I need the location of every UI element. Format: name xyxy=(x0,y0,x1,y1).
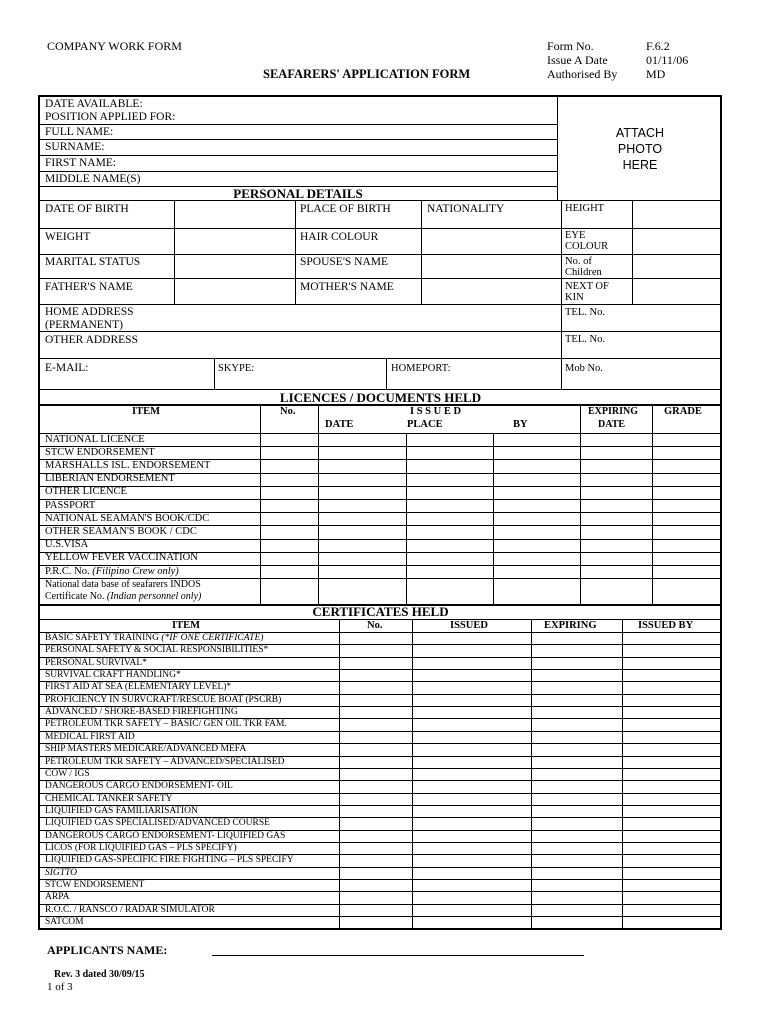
cert-row-label: ADVANCED / SHORE-BASED FIREFIGHTING xyxy=(45,707,238,718)
home-address-label-1: HOME ADDRESS xyxy=(45,306,134,318)
cert-col-issued: ISSUED xyxy=(450,620,488,631)
licence-row-label: MARSHALLS ISL. ENDORSEMENT xyxy=(45,459,211,471)
lic-col-date: DATE xyxy=(325,419,354,430)
cert-row-label: LIQUIFIED GAS FAMILIARISATION xyxy=(45,805,198,816)
page-number: 1 of 3 xyxy=(47,981,73,993)
cert-row-label: MEDICAL FIRST AID xyxy=(45,731,135,742)
cert-col-issued-by: ISSUED BY xyxy=(638,620,694,631)
divider xyxy=(39,200,722,201)
cert-row-divider xyxy=(39,891,722,892)
licence-row-label: STCW ENDORSEMENT xyxy=(45,446,155,458)
divider xyxy=(39,139,557,140)
form-no-value: F.6.2 xyxy=(646,39,670,53)
divider xyxy=(39,228,722,229)
licence-row-label: OTHER LICENCE xyxy=(45,486,127,498)
cert-col-expiring: EXPIRING xyxy=(544,620,597,631)
divider xyxy=(39,278,722,279)
form-title: SEAFARERS' APPLICATION FORM xyxy=(263,67,471,81)
licence-row-divider xyxy=(39,539,722,540)
divider xyxy=(339,619,340,930)
lic-col-grade: GRADE xyxy=(664,406,702,417)
indos-line-2 xyxy=(45,591,201,603)
children-label-1: No. of xyxy=(565,256,592,267)
cert-row-label: SHIP MASTERS MEDICARE/ADVANCED MEFA xyxy=(45,744,247,755)
divider xyxy=(39,171,557,172)
applicant-name-label: APPLICANTS NAME: xyxy=(47,943,168,957)
divider xyxy=(260,404,261,604)
divider xyxy=(214,358,215,389)
indos-note: (Indian personnel only) xyxy=(106,591,202,602)
cert-row-label: LIQUIFIED GAS SPECIALISED/ADVANCED COURSE xyxy=(45,818,270,829)
mobile-label: Mob No. xyxy=(565,363,603,374)
cert-row-label: STCW ENDORSEMENT xyxy=(45,880,145,890)
authorised-by-label: Authorised By xyxy=(547,67,618,81)
cert-row-label: LIQUIFIED GAS-SPECIFIC FIRE FIGHTING – PLS SPECIFY xyxy=(45,855,294,866)
cert-row-label: SURVIVAL CRAFT HANDLING* xyxy=(45,670,181,681)
email-label: E-MAIL: xyxy=(45,362,89,374)
surname-field[interactable]: SURNAME: xyxy=(45,141,105,153)
divider xyxy=(318,404,319,604)
cert-row-label: PETROLEUM TKR SAFETY – BASIC/ GEN OIL TKR FAM. xyxy=(45,719,287,730)
cert-row-label: ARPA xyxy=(45,892,70,903)
divider xyxy=(561,200,562,389)
divider xyxy=(622,619,623,930)
height-label: HEIGHT xyxy=(565,203,605,214)
indos-line-1[interactable]: National data base of seafarers INDOS xyxy=(45,579,201,590)
dob-label: DATE OF BIRTH xyxy=(45,203,129,215)
certificates-heading: CERTIFICATES HELD xyxy=(312,604,449,619)
licence-row-divider xyxy=(39,499,722,500)
divider xyxy=(39,254,722,255)
divider xyxy=(412,619,413,930)
cert-col-item: ITEM xyxy=(172,620,201,631)
divider xyxy=(580,404,581,604)
cert-row-divider xyxy=(39,916,722,917)
authorised-by-value: MD xyxy=(646,67,666,81)
lic-col-expiring-2: DATE xyxy=(598,419,626,430)
issue-date-value: 01/11/06 xyxy=(646,53,689,67)
lic-col-by: BY xyxy=(513,419,528,430)
licences-heading: LICENCES / DOCUMENTS HELD xyxy=(279,390,482,405)
weight-label: WEIGHT xyxy=(45,231,91,243)
cert-row-label: DANGEROUS CARGO ENDORSEMENT- OIL xyxy=(45,781,233,792)
cert-row-label: SATCOM xyxy=(45,917,84,928)
cert-row-divider xyxy=(39,731,722,732)
attach-photo-box[interactable] xyxy=(600,125,680,173)
photo-line-1: ATTACH xyxy=(615,126,665,140)
licence-row-label: YELLOW FEVER VACCINATION xyxy=(45,552,198,564)
other-address-label: OTHER ADDRESS xyxy=(45,334,138,346)
next-of-kin-label-1: NEXT OF xyxy=(565,281,609,292)
revision-label: Rev. 3 dated 30/09/15 xyxy=(54,969,145,980)
eye-colour-label-1: EYE xyxy=(565,230,586,241)
home-address-label-2: (PERMANENT) xyxy=(45,319,123,331)
cert-row-note: (*IF ONE CERTIFICATE) xyxy=(161,633,264,643)
divider xyxy=(39,331,722,332)
cert-row-label: COW / IGS xyxy=(45,768,90,779)
next-of-kin-label-2: KIN xyxy=(565,292,584,303)
divider xyxy=(632,200,633,304)
cert-row-label: CHEMICAL TANKER SAFETY xyxy=(45,793,173,804)
licence-row-label: LIBERIAN ENDORSEMENT xyxy=(45,473,175,485)
cert-col-no: No. xyxy=(367,620,383,631)
skype-label: SKYPE: xyxy=(218,363,255,374)
cert-row-label: PERSONAL SURVIVAL* xyxy=(45,657,147,668)
licence-row-divider xyxy=(39,486,722,487)
divider xyxy=(531,619,532,930)
cert-row-label: PROFICIENCY IN SURVCRAFT/RESCUE BOAT (PSCRB) xyxy=(45,694,282,705)
lic-col-item: ITEM xyxy=(132,406,161,417)
cert-row-sigtto: SIGTTO xyxy=(45,867,78,878)
cert-row-label: PETROLEUM TKR SAFETY – ADVANCED/SPECIALISED xyxy=(45,756,285,767)
divider xyxy=(39,358,722,359)
prc-label: P.R.C. No. xyxy=(45,566,93,577)
lic-col-place: PLACE xyxy=(407,419,443,430)
full-name-field[interactable]: FULL NAME: xyxy=(45,126,114,138)
first-name-field[interactable]: FIRST NAME: xyxy=(45,157,117,169)
cert-row-label: BASIC SAFETY TRAINING xyxy=(45,633,162,643)
divider xyxy=(421,200,422,304)
cert-row-label: LICOS (FOR LIQUIFIED GAS – PLS SPECIFY) xyxy=(45,842,237,853)
divider xyxy=(386,358,387,389)
cert-row-divider xyxy=(39,768,722,769)
divider xyxy=(39,155,557,156)
home-tel-label: TEL. No. xyxy=(565,307,605,318)
licence-row-label: PASSPORT xyxy=(45,499,96,511)
applicant-name-line[interactable] xyxy=(212,955,584,956)
homeport-label: HOMEPORT: xyxy=(391,363,451,374)
cert-row-basic-safety xyxy=(45,632,263,644)
divider xyxy=(174,200,175,304)
cert-row-label: DANGEROUS CARGO ENDORSEMENT- LIQUIFIED GAS xyxy=(45,830,286,841)
nationality-label: NATIONALITY xyxy=(427,203,505,215)
licence-row-label: OTHER SEAMAN'S BOOK / CDC xyxy=(45,525,197,537)
marital-status-label: MARITAL STATUS xyxy=(45,256,141,268)
divider xyxy=(39,304,722,305)
licence-row-label: NATIONAL SEAMAN'S BOOK/CDC xyxy=(45,512,210,524)
personal-details-heading: PERSONAL DETAILS xyxy=(233,186,363,201)
licence-row-label: NATIONAL LICENCE xyxy=(45,433,145,445)
divider xyxy=(295,200,296,304)
lic-col-no: No. xyxy=(280,406,296,417)
photo-line-2: PHOTO xyxy=(617,142,663,156)
date-available-field[interactable]: DATE AVAILABLE: xyxy=(45,98,143,110)
cert-row-label: R.O.C. / RANSCO / RADAR SIMULATOR xyxy=(45,904,215,915)
form-no-label: Form No. xyxy=(547,39,594,53)
middle-name-field[interactable]: MIDDLE NAME(S) xyxy=(45,173,141,185)
cert-row-label: PERSONAL SAFETY & SOCIAL RESPONSIBILITIES* xyxy=(45,645,269,656)
eye-colour-label-2: COLOUR xyxy=(565,241,609,252)
other-tel-label: TEL. No. xyxy=(565,334,605,345)
cert-row-divider xyxy=(39,867,722,868)
photo-line-3: HERE xyxy=(622,158,658,172)
prc-row[interactable] xyxy=(45,566,179,578)
issue-date-label: Issue A Date xyxy=(547,53,608,67)
divider xyxy=(652,404,653,604)
divider xyxy=(39,124,557,125)
licence-row-label: U.S.VISA xyxy=(45,539,89,551)
indos-label: Certificate No. xyxy=(45,591,107,602)
prc-note: (Filipino Crew only) xyxy=(92,566,179,577)
company-label: COMPANY WORK FORM xyxy=(47,39,182,53)
children-label-2: Children xyxy=(565,267,602,278)
mothers-name-label: MOTHER'S NAME xyxy=(300,281,394,293)
hair-colour-label: HAIR COLOUR xyxy=(300,231,379,243)
lic-col-expiring-1: EXPIRING xyxy=(588,406,639,417)
position-applied-field[interactable]: POSITION APPLIED FOR: xyxy=(45,111,176,123)
lic-col-issued: I S S U E D xyxy=(410,406,462,417)
pob-label: PLACE OF BIRTH xyxy=(300,203,391,215)
fathers-name-label: FATHER'S NAME xyxy=(45,281,133,293)
photo-divider xyxy=(557,96,558,200)
cert-row-label: FIRST AID AT SEA (ELEMENTARY LEVEL)* xyxy=(45,682,232,693)
spouse-name-label: SPOUSE'S NAME xyxy=(300,256,389,268)
